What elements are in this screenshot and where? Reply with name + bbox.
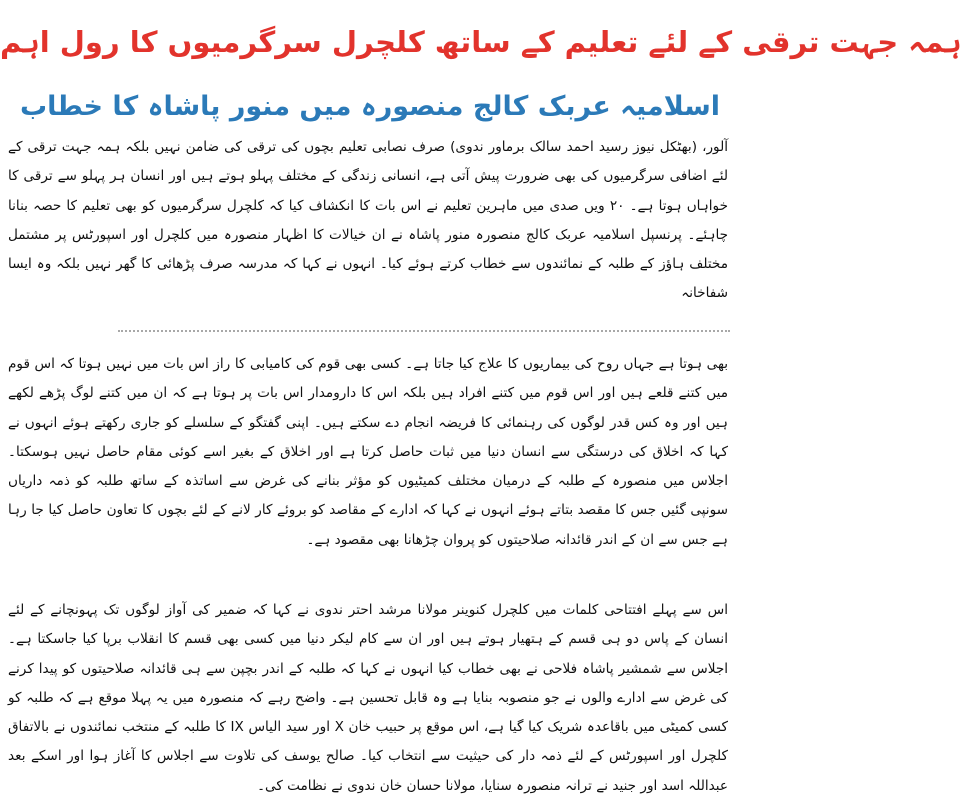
subheadline: اسلامیہ عربک کالج منصورہ میں منور پاشاہ کا خطاب [19,91,721,122]
paragraph-body: بھی ہوتا ہے جہاں روح کی بیماریوں کا علاج کیا جاتا ہے۔ کسی بھی قوم کی کامیابی کا راز اس بات میں نہیں ہوتا کہ اس قوم میں کتنے قلعے ہیں اور اس قوم میں کتنے افراد ہیں بلکہ اس کا دارومدار اس بات پر ہوتا ہے کہ ان میں کتنے لوگ پڑھے لکھے ہیں اور وہ کس قدر لوگوں کی رہنمائی کا فریضہ انجام دے سکتے ہیں۔ اپنی گفتگو کے سلسلے کو جاری رکھتے ہوئے انہوں نے کہا کہ اخلاق کی درستگی سے انسان دنیا میں ثبات حاصل کرتا ہے اور اخلاق کے بغیر اسے کوئی مقام حاصل نہیں ہوسکتا۔ اجلاس میں منصورہ کے طلبہ کے درمیان مختلف کمیٹیوں کو مؤثر بنانے کی غرض سے اساتذہ کے ساتھ طلبہ کو ذمہ داریاں سونپی گئیں جس کا مقصد بتاتے ہوئے انہوں نے کہا کہ ادارے کے مقاصد کو بروئے کار لانے کے لئے بچوں کا تعاون حاصل کیا جا رہا ہے جس سے ان کے اندر قائدانہ صلاحیتوں کو پروان چڑھانا بھی مقصود ہے۔ [8,356,728,548]
headline: ہمہ جہت ترقی کے لئے تعلیم کے ساتھ کلچرل سرگرمیوں کا رول اہم [0,25,962,59]
paragraph-closing: اس سے پہلے افتتاحی کلمات میں کلچرل کنوینر مولانا مرشد احتر ندوی نے کہا کہ ضمیر کی آواز لوگوں تک پہونچانے کے لئے انسان کے پاس دو ہی قسم کے ہتھیار ہوتے ہیں اور ان سے کام لیکر دنیا میں کسی بھی قسم کا انقلاب برپا کیا جاسکتا ہے۔ اجلاس سے شمشیر پاشاہ فلاحی نے بھی خطاب کیا انہوں نے کہا کہ طلبہ کے اندر بچپن سے ہی قائدانہ صلاحیتوں کو پیدا کرنے کی غرض سے ادارے والوں نے جو منصوبہ بنایا ہے وہ قابل تحسین ہے۔ واضح رہے کہ منصورہ میں یہ پہلا موقع ہے کہ طلبہ کو کسی کمیٹی میں باقاعدہ شریک کیا گیا ہے، اس موقع پر حبیب خان X اور سید الیاس IX کا طلبہ کے منتخب نمائندوں نے بالاتفاق کلچرل اور اسپورٹس کے لئے ذمہ دار کی حیثیت سے انتخاب کیا۔ صالح یوسف کی تلاوت سے اجلاس کا آغاز ہوا اور اسکے بعد عبداللہ اسد اور جنید نے ترانہ منصورہ سنایا، مولانا حسان خان ندوی نے نظامت کی۔ [8,602,729,794]
paragraph-intro: آلور، (بھٹکل نیوز رسید احمد سالک برماور ندوی) صرف نصابی تعلیم بچوں کی ترقی کی ضامن نہیں بلکہ ہمہ جہت ترقی کے لئے اضافی سرگرمیوں کی بھی ضرورت پیش آتی ہے، انسانی زندگی کے مختلف پہلو ہوتے ہیں اور انسان ہر پہلو سے ترقی کا خواہاں ہوتا ہے۔ ۲۰ ویں صدی میں ماہرین تعلیم نے اس بات کا انکشاف کیا کہ کلچرل سرگرمیوں کو بھی تعلیم کا حصہ بنانا چاہئے۔ پرنسپل اسلامیہ عربک کالج منصورہ منور پاشاہ نے ان خیالات کا اظہار منصورہ میں کلچرل اور اسپورٹس پر مشتمل مختلف ہاؤز کے طلبہ کے نمائندوں سے خطاب کرتے ہوئے کیا۔ انہوں نے کہا کہ مدرسہ صرف پڑھائی کا گھر نہیں بلکہ وہ ایسا شفاخانہ [8,139,728,302]
section-divider [118,330,730,332]
